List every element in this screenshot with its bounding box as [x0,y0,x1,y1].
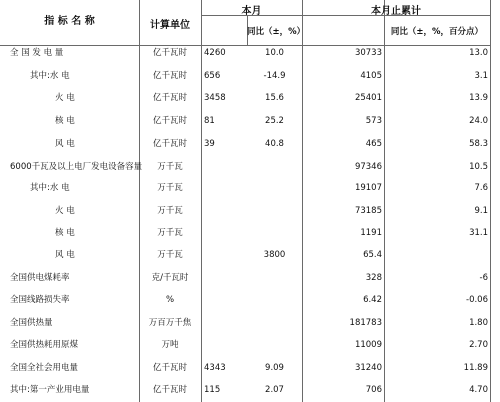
header-indicator: 指 标 名 称 [44,16,95,27]
table-row [0,335,500,355]
row-month-value: 656 [204,71,221,81]
row-unit: 亿千瓦时 [152,71,187,81]
row-cumulative-yoy: 3.1 [474,71,488,81]
row-name: 全国全社会用电量 [10,363,79,373]
row-month-yoy: 2.07 [265,385,284,395]
table-row [0,201,500,221]
row-month-yoy: 15.6 [265,93,284,103]
row-month-value [201,157,250,177]
row-cumulative-value: 6.42 [363,295,382,305]
row-unit: 万千瓦 [157,250,183,260]
row-cumulative-yoy: 2.70 [469,340,488,350]
row-name: 全国供热量 [10,318,53,328]
row-month-yoy: -14.9 [263,71,286,81]
row-unit: 克/千瓦时 [151,273,189,283]
row-month-value [201,223,250,243]
row-name: 其中:水 电 [30,183,70,193]
row-month-value: 39 [204,139,215,149]
row-name: 其中:第一产业用电量 [10,385,90,395]
row-cumulative-value: 4105 [360,71,382,81]
row-name: 6000千瓦及以上电厂发电设备容量 [10,162,143,172]
row-name: 火 电 [55,93,75,103]
table-row [0,290,500,310]
row-month-yoy: 3800 [263,250,286,260]
row-month-value [201,335,250,355]
row-unit: 万千瓦 [157,206,183,216]
row-unit: 亿千瓦时 [152,385,187,395]
row-cumulative-yoy: 58.3 [469,139,488,149]
row-month-yoy [247,201,302,221]
row-cumulative-value: 30733 [354,48,382,58]
table-row [0,380,500,400]
row-month-yoy [247,178,302,198]
row-cumulative-yoy: 10.5 [469,162,488,172]
row-month-value [201,268,250,288]
row-cumulative-yoy: -0.06 [466,295,488,305]
table-row [0,178,500,198]
row-unit: 万百万千焦 [148,318,192,328]
table-row [0,157,500,177]
row-name: 风 电 [55,139,75,149]
row-cumulative-yoy: 9.1 [474,206,488,216]
row-month-yoy: 9.09 [265,363,284,373]
row-name: 全国线路损失率 [10,295,70,305]
row-month-yoy: 40.8 [265,139,284,149]
row-month-yoy [247,268,302,288]
row-cumulative-yoy: 13.9 [469,93,488,103]
row-month-value [201,245,250,265]
header-cumulative: 本月止累计 [371,6,421,17]
table-row [0,358,500,378]
table-row [0,66,500,86]
row-unit: 万千瓦 [157,162,183,172]
row-cumulative-yoy: 11.89 [463,363,488,373]
header-month-yoy: 同比（±，%） [247,27,306,37]
row-unit: 万千瓦 [157,183,183,193]
table-row [0,245,500,265]
row-month-value [201,201,250,221]
row-cumulative-yoy: 13.0 [469,48,488,58]
row-cumulative-yoy: 1.80 [469,318,488,328]
row-name: 火 电 [55,206,75,216]
row-cumulative-value: 11009 [354,340,382,350]
row-cumulative-value: 73185 [354,206,382,216]
table-row [0,134,500,154]
row-cumulative-value: 25401 [354,93,382,103]
row-cumulative-yoy: 7.6 [474,183,488,193]
row-cumulative-yoy: 31.1 [469,228,488,238]
row-cumulative-yoy: 4.70 [469,385,488,395]
row-cumulative-value: 181783 [349,318,382,328]
row-unit: 亿千瓦时 [152,139,187,149]
table-row [0,111,500,131]
row-month-value [201,313,250,333]
row-month-yoy [247,335,302,355]
row-month-value: 4343 [204,363,226,373]
row-month-value: 3458 [204,93,226,103]
row-name: 风 电 [55,250,75,260]
row-month-value: 81 [204,116,215,126]
header-unit: 计算单位 [150,20,190,31]
row-unit: 万千瓦 [157,228,183,238]
row-month-value [201,178,250,198]
table-row [0,43,500,63]
table-row [0,223,500,243]
row-cumulative-value: 97346 [354,162,382,172]
row-cumulative-value: 328 [365,273,382,283]
row-cumulative-yoy: -6 [479,273,488,283]
row-unit: 亿千瓦时 [152,48,187,58]
row-month-yoy: 25.2 [265,116,284,126]
row-name: 全 国 发 电 量 [10,48,64,58]
row-name: 全国供热耗用原煤 [10,340,79,350]
row-name: 核 电 [55,228,75,238]
row-name: 其中:水 电 [30,71,70,81]
row-unit: 亿千瓦时 [152,116,187,126]
row-month-yoy [247,290,302,310]
row-name: 核 电 [55,116,75,126]
row-cumulative-value: 573 [365,116,382,126]
row-unit: 万吨 [161,340,179,350]
row-cumulative-yoy: 24.0 [469,116,488,126]
row-unit: 亿千瓦时 [152,363,187,373]
row-month-value: 4260 [204,48,226,58]
table-row [0,268,500,288]
row-cumulative-value: 31240 [354,363,382,373]
row-month-value [201,290,250,310]
table-row [0,313,500,333]
row-month-yoy [247,157,302,177]
row-unit: % [165,295,175,305]
row-month-yoy: 10.0 [265,48,284,58]
row-cumulative-value: 19107 [354,183,382,193]
row-unit: 亿千瓦时 [152,93,187,103]
row-cumulative-yoy [384,245,490,265]
row-cumulative-value: 465 [365,139,382,149]
row-month-value: 115 [204,385,221,395]
table-row [0,88,500,108]
row-name: 全国供电煤耗率 [10,273,70,283]
row-cumulative-value: 65.4 [363,250,382,260]
header-cumulative-yoy: 同比（±，%，百分点） [390,27,484,37]
row-month-yoy [247,313,302,333]
header-month: 本月 [241,6,262,17]
row-cumulative-value: 706 [365,385,382,395]
row-cumulative-value: 1191 [360,228,382,238]
row-month-yoy [247,223,302,243]
